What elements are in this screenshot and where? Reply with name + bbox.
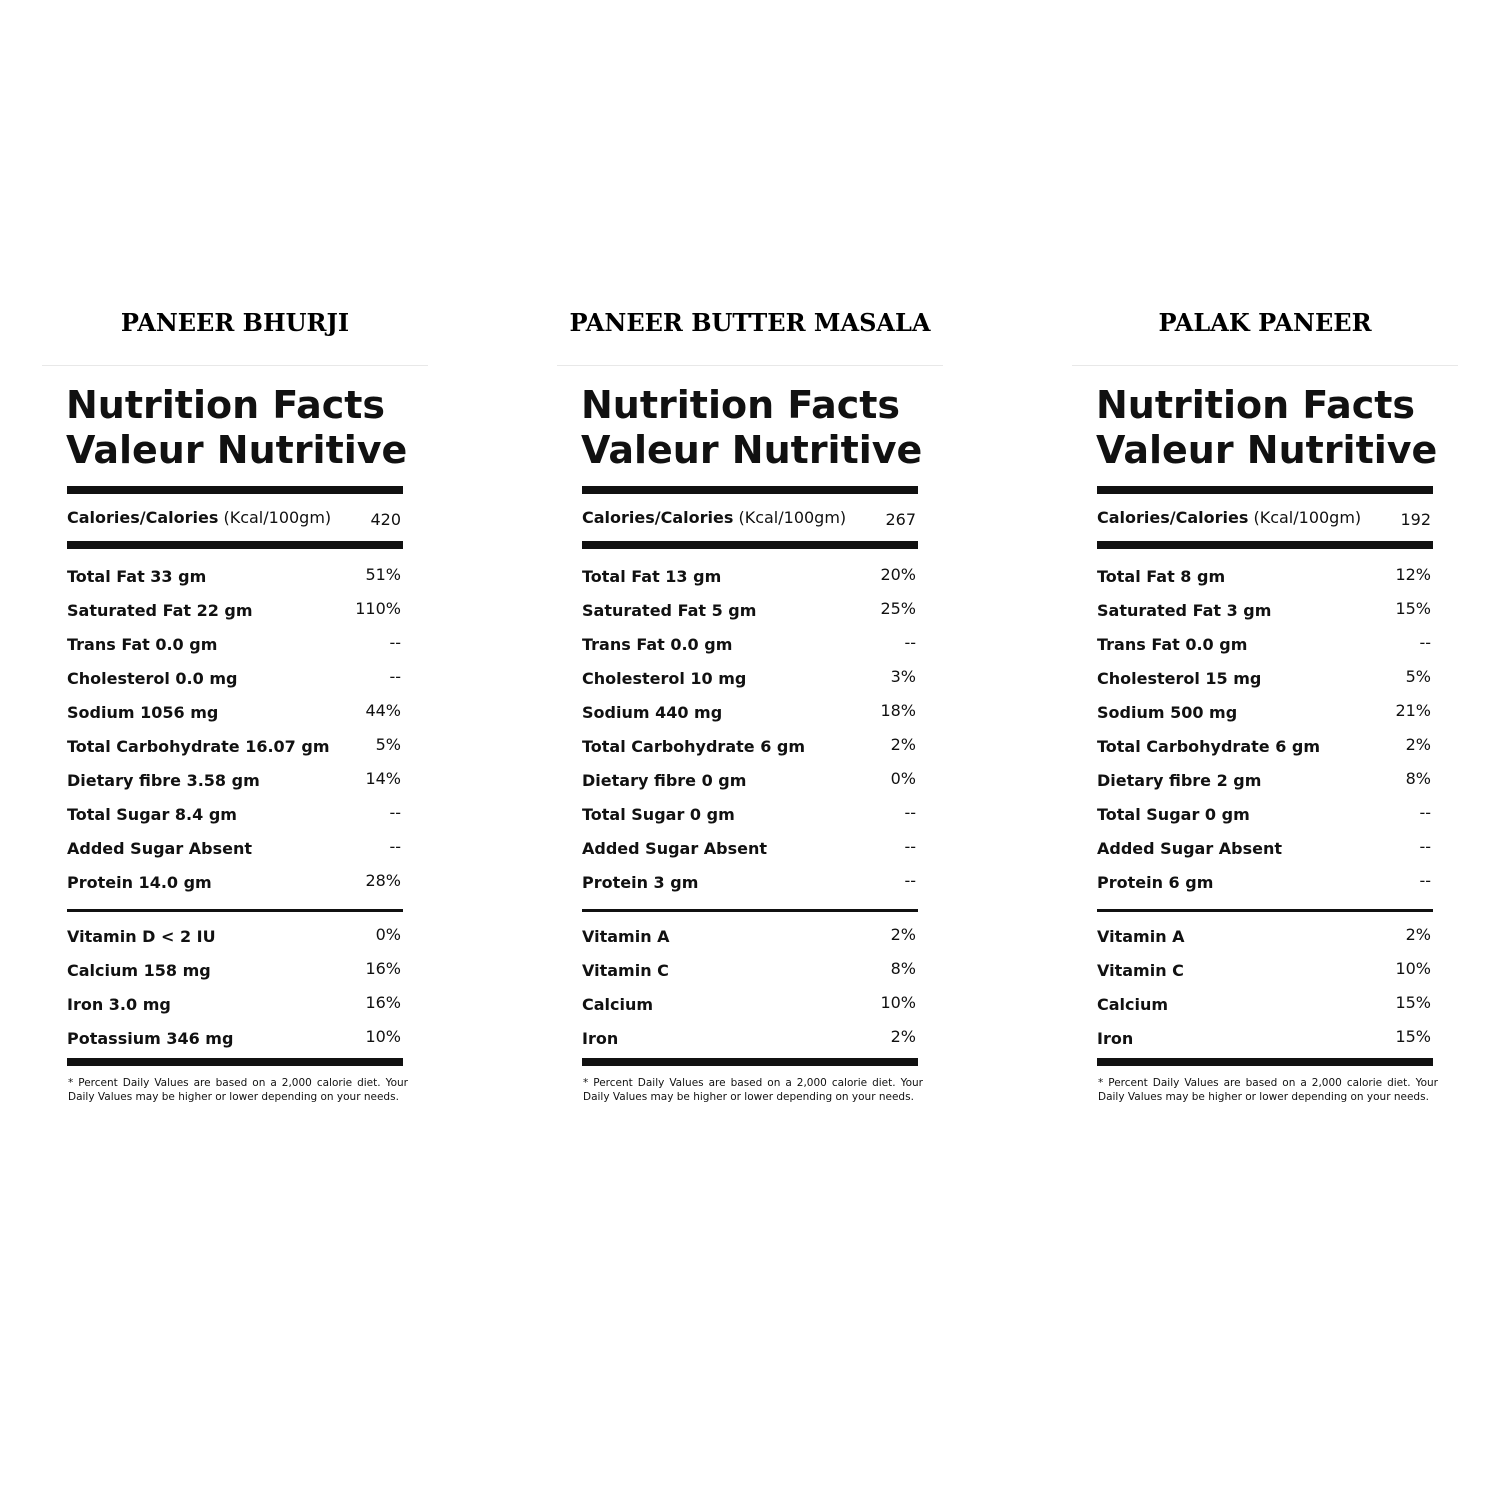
- nutrition-panel-paneer-bhurji: [42, 0, 428, 1500]
- vitamin-name: Calcium: [1097, 995, 1169, 1014]
- bottom-thick-divider: [1097, 1058, 1433, 1066]
- calories-value: 192: [1400, 510, 1431, 529]
- vitamin-divider: [67, 909, 403, 912]
- nutrient-percent: 2%: [890, 735, 916, 754]
- nutrient-row: [582, 838, 918, 872]
- nutrient-row: [1097, 872, 1433, 906]
- vitamin-percent: 2%: [1405, 925, 1431, 944]
- nutrient-percent: 21%: [1395, 701, 1431, 720]
- vitamin-name: Iron: [582, 1029, 619, 1048]
- heading-line-french: Valeur Nutritive: [581, 428, 923, 472]
- nutrient-row: [1097, 770, 1433, 804]
- nutrient-name: Total Carbohydrate 6 gm: [582, 737, 806, 756]
- nutrient-percent: 18%: [880, 701, 916, 720]
- vitamin-name: Iron: [1097, 1029, 1134, 1048]
- nutrient-row: [582, 566, 918, 600]
- nutrient-name: Saturated Fat 3 gm: [1097, 601, 1272, 620]
- vitamin-percent: 2%: [890, 925, 916, 944]
- vitamin-percent: 16%: [365, 959, 401, 978]
- bottom-thick-divider: [582, 1058, 918, 1066]
- nutrient-row: [582, 702, 918, 736]
- top-thick-divider: [1097, 486, 1433, 494]
- nutrient-row: [582, 804, 918, 838]
- heading-line-french: Valeur Nutritive: [1096, 428, 1438, 472]
- nutrient-name: Total Sugar 8.4 gm: [67, 805, 237, 824]
- nutrient-row: [67, 736, 403, 770]
- nutrient-name: Total Fat 8 gm: [1097, 567, 1226, 586]
- calories-row: [1097, 508, 1433, 530]
- vitamin-percent: 2%: [890, 1027, 916, 1046]
- nutrient-percent: --: [904, 871, 916, 890]
- vitamin-percent: 0%: [375, 925, 401, 944]
- nutrient-row: [67, 770, 403, 804]
- title-divider: [1072, 365, 1458, 366]
- facts-heading: [66, 383, 407, 473]
- nutrient-row: [1097, 804, 1433, 838]
- nutrient-row: [67, 668, 403, 702]
- vitamin-percent: 16%: [365, 993, 401, 1012]
- nutrient-name: Total Fat 33 gm: [67, 567, 207, 586]
- vitamin-name: Calcium 158 mg: [67, 961, 211, 980]
- nutrient-name: Dietary fibre 2 gm: [1097, 771, 1262, 790]
- nutrient-percent: 25%: [880, 599, 916, 618]
- calories-label: Calories/Calories: [67, 508, 219, 527]
- nutrient-row: [1097, 566, 1433, 600]
- vitamin-row: [67, 926, 403, 960]
- vitamin-row: [1097, 926, 1433, 960]
- nutrient-row: [1097, 838, 1433, 872]
- daily-value-footnote: * Percent Daily Values are based on a 2,000 calorie diet. Your Daily Values may be higher or lower depending on your needs.: [583, 1077, 923, 1103]
- nutrient-percent: --: [1419, 803, 1431, 822]
- nutrient-name: Total Carbohydrate 16.07 gm: [67, 737, 330, 756]
- nutrient-percent: 28%: [365, 871, 401, 890]
- vitamin-row: [1097, 994, 1433, 1028]
- calories-unit: (Kcal/100gm): [1253, 508, 1362, 527]
- calories-label: Calories/Calories: [582, 508, 734, 527]
- nutrient-row: [67, 600, 403, 634]
- calories-thick-divider: [67, 541, 403, 549]
- calories-row: [67, 508, 403, 530]
- calories-value: 267: [885, 510, 916, 529]
- nutrient-percent: --: [389, 803, 401, 822]
- vitamin-list: [582, 926, 918, 1062]
- vitamin-percent: 15%: [1395, 993, 1431, 1012]
- nutrient-row: [582, 872, 918, 906]
- nutrient-name: Trans Fat 0.0 gm: [1097, 635, 1248, 654]
- nutrient-percent: 14%: [365, 769, 401, 788]
- nutrient-row: [1097, 634, 1433, 668]
- calories-value: 420: [370, 510, 401, 529]
- nutrient-name: Trans Fat 0.0 gm: [67, 635, 218, 654]
- vitamin-row: [67, 1028, 403, 1062]
- nutrient-percent: 0%: [890, 769, 916, 788]
- calories-thick-divider: [1097, 541, 1433, 549]
- title-divider: [42, 365, 428, 366]
- vitamin-divider: [1097, 909, 1433, 912]
- nutrient-name: Cholesterol 15 mg: [1097, 669, 1262, 688]
- facts-heading: [581, 383, 922, 473]
- nutrient-percent: 5%: [375, 735, 401, 754]
- calories-label: Calories/Calories: [1097, 508, 1249, 527]
- top-thick-divider: [582, 486, 918, 494]
- daily-value-footnote: * Percent Daily Values are based on a 2,000 calorie diet. Your Daily Values may be higher or lower depending on your needs.: [1098, 1077, 1438, 1103]
- nutrient-name: Protein 3 gm: [582, 873, 699, 892]
- calories-unit: (Kcal/100gm): [738, 508, 847, 527]
- nutrient-row: [1097, 702, 1433, 736]
- heading-line-english: Nutrition Facts: [581, 383, 901, 427]
- nutrient-percent: 15%: [1395, 599, 1431, 618]
- bottom-thick-divider: [67, 1058, 403, 1066]
- nutrient-name: Total Carbohydrate 6 gm: [1097, 737, 1321, 756]
- nutrition-panel-paneer-butter-masala: [557, 0, 943, 1500]
- vitamin-name: Vitamin A: [1097, 927, 1185, 946]
- nutrient-row: [67, 804, 403, 838]
- nutrient-list: [67, 566, 403, 906]
- vitamin-name: Calcium: [582, 995, 654, 1014]
- vitamin-percent: 8%: [890, 959, 916, 978]
- vitamin-divider: [582, 909, 918, 912]
- vitamin-name: Vitamin C: [582, 961, 669, 980]
- nutrient-row: [67, 634, 403, 668]
- nutrient-row: [582, 600, 918, 634]
- vitamin-name: Potassium 346 mg: [67, 1029, 234, 1048]
- vitamin-name: Vitamin A: [582, 927, 670, 946]
- nutrient-percent: --: [389, 837, 401, 856]
- vitamin-percent: 10%: [880, 993, 916, 1012]
- vitamin-list: [1097, 926, 1433, 1062]
- nutrient-name: Total Fat 13 gm: [582, 567, 722, 586]
- vitamin-name: Vitamin D < 2 IU: [67, 927, 216, 946]
- nutrient-percent: --: [904, 633, 916, 652]
- nutrient-percent: --: [1419, 837, 1431, 856]
- vitamin-row: [67, 960, 403, 994]
- vitamin-row: [1097, 1028, 1433, 1062]
- nutrient-row: [582, 668, 918, 702]
- nutrient-name: Sodium 440 mg: [582, 703, 723, 722]
- nutrient-row: [67, 566, 403, 600]
- nutrient-name: Added Sugar Absent: [582, 839, 768, 858]
- nutrient-name: Dietary fibre 0 gm: [582, 771, 747, 790]
- nutrient-percent: --: [904, 803, 916, 822]
- vitamin-percent: 10%: [1395, 959, 1431, 978]
- nutrient-percent: 51%: [365, 565, 401, 584]
- heading-line-english: Nutrition Facts: [66, 383, 386, 427]
- vitamin-list: [67, 926, 403, 1062]
- vitamin-percent: 10%: [365, 1027, 401, 1046]
- nutrient-name: Total Sugar 0 gm: [1097, 805, 1250, 824]
- nutrient-row: [67, 872, 403, 906]
- nutrient-name: Added Sugar Absent: [1097, 839, 1283, 858]
- title-divider: [557, 365, 943, 366]
- heading-line-french: Valeur Nutritive: [66, 428, 408, 472]
- vitamin-row: [582, 960, 918, 994]
- nutrient-row: [67, 702, 403, 736]
- nutrient-percent: 2%: [1405, 735, 1431, 754]
- nutrient-name: Sodium 500 mg: [1097, 703, 1238, 722]
- nutrient-percent: --: [904, 837, 916, 856]
- panel-title: PANEER BUTTER MASALA: [569, 308, 931, 337]
- nutrition-panel-palak-paneer: [1072, 0, 1458, 1500]
- vitamin-row: [582, 994, 918, 1028]
- top-thick-divider: [67, 486, 403, 494]
- vitamin-name: Iron 3.0 mg: [67, 995, 171, 1014]
- nutrient-name: Added Sugar Absent: [67, 839, 253, 858]
- nutrient-percent: 12%: [1395, 565, 1431, 584]
- nutrient-list: [1097, 566, 1433, 906]
- vitamin-percent: 15%: [1395, 1027, 1431, 1046]
- calories-thick-divider: [582, 541, 918, 549]
- nutrient-row: [67, 838, 403, 872]
- nutrient-percent: 44%: [365, 701, 401, 720]
- nutrient-name: Dietary fibre 3.58 gm: [67, 771, 260, 790]
- nutrient-percent: 20%: [880, 565, 916, 584]
- nutrient-percent: 110%: [355, 599, 401, 618]
- nutrient-percent: --: [1419, 633, 1431, 652]
- facts-heading: [1096, 383, 1437, 473]
- vitamin-row: [582, 926, 918, 960]
- nutrient-row: [582, 770, 918, 804]
- nutrient-name: Cholesterol 10 mg: [582, 669, 747, 688]
- nutrient-list: [582, 566, 918, 906]
- vitamin-row: [582, 1028, 918, 1062]
- nutrient-row: [1097, 736, 1433, 770]
- calories-row: [582, 508, 918, 530]
- panel-title: PANEER BHURJI: [120, 308, 350, 337]
- daily-value-footnote: * Percent Daily Values are based on a 2,000 calorie diet. Your Daily Values may be higher or lower depending on your needs.: [68, 1077, 408, 1103]
- nutrient-percent: 8%: [1405, 769, 1431, 788]
- nutrient-name: Protein 14.0 gm: [67, 873, 212, 892]
- nutrient-percent: --: [1419, 871, 1431, 890]
- nutrient-percent: --: [389, 633, 401, 652]
- nutrient-percent: 5%: [1405, 667, 1431, 686]
- nutrient-name: Sodium 1056 mg: [67, 703, 219, 722]
- nutrient-name: Total Sugar 0 gm: [582, 805, 735, 824]
- nutrient-name: Protein 6 gm: [1097, 873, 1214, 892]
- panel-title: PALAK PANEER: [1158, 308, 1372, 337]
- vitamin-row: [67, 994, 403, 1028]
- calories-unit: (Kcal/100gm): [223, 508, 332, 527]
- nutrient-percent: 3%: [890, 667, 916, 686]
- nutrient-name: Trans Fat 0.0 gm: [582, 635, 733, 654]
- heading-line-english: Nutrition Facts: [1096, 383, 1416, 427]
- nutrient-row: [582, 736, 918, 770]
- nutrient-row: [1097, 668, 1433, 702]
- nutrient-name: Cholesterol 0.0 mg: [67, 669, 238, 688]
- nutrient-row: [582, 634, 918, 668]
- vitamin-row: [1097, 960, 1433, 994]
- nutrient-name: Saturated Fat 22 gm: [67, 601, 253, 620]
- nutrient-percent: --: [389, 667, 401, 686]
- nutrient-name: Saturated Fat 5 gm: [582, 601, 757, 620]
- vitamin-name: Vitamin C: [1097, 961, 1184, 980]
- nutrient-row: [1097, 600, 1433, 634]
